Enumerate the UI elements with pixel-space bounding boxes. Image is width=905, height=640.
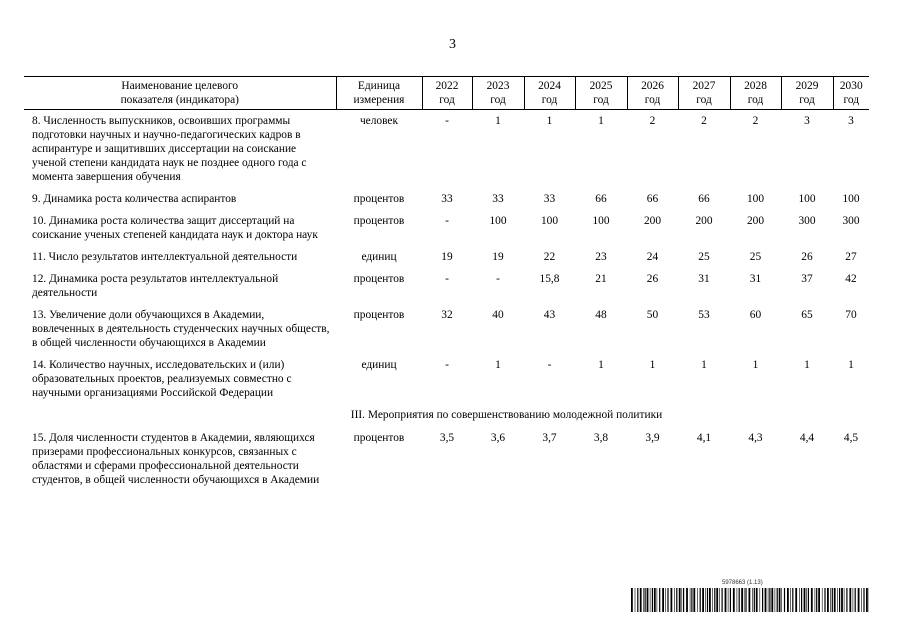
barcode-bar <box>834 588 836 612</box>
indicator-value: 27 <box>845 251 857 263</box>
indicator-value: 66 <box>698 193 710 205</box>
barcode-bar <box>674 588 675 612</box>
indicator-value: 200 <box>746 215 765 227</box>
indicator-value: 2 <box>701 115 707 127</box>
indicator-value: 2 <box>752 115 759 127</box>
barcode-bar <box>690 588 691 612</box>
indicator-value: 31 <box>749 273 762 285</box>
barcode-bar <box>779 588 781 612</box>
indicator-value: 48 <box>595 309 607 321</box>
barcode-bar <box>728 588 729 612</box>
barcode-bar <box>760 588 761 612</box>
header-year-2029: 2029 год <box>781 77 833 110</box>
indicator-value: 70 <box>845 309 857 321</box>
indicator-value: 300 <box>842 215 860 227</box>
indicator-value: 3,8 <box>593 432 609 444</box>
barcode-bar <box>722 588 723 612</box>
barcode-bar <box>647 588 649 612</box>
barcode-bar <box>765 588 767 612</box>
barcode-bar <box>691 588 692 612</box>
indicator-unit: процентов <box>353 432 405 444</box>
indicator-value: 200 <box>695 215 713 227</box>
barcode-bar <box>839 588 840 612</box>
barcode-bar <box>841 588 843 612</box>
indicator-name: 8. Численность выпускников, освоивших программы подготовки научных и научно-педагогических кадров в аспирантуре и защитивших диссертации на соискание ученой степени кандидата наук не позднее одного года с момента завершения обучения <box>32 115 307 183</box>
indicator-value: 100 <box>842 193 860 205</box>
indicator-unit: процентов <box>353 309 405 321</box>
indicator-value: 37 <box>801 273 813 285</box>
barcode-bar <box>645 588 646 612</box>
barcode-bar <box>716 588 718 612</box>
indicator-value: 1 <box>804 359 810 371</box>
indicator-name: 13. Увеличение доли обучающихся в Академии, вовлеченных в деятельность студенческих научных обществ, в общей численности обучающихся в Академии <box>32 309 330 349</box>
indicator-value: 21 <box>595 273 607 285</box>
barcode-bar <box>832 588 833 612</box>
indicator-value: 200 <box>643 215 662 227</box>
indicator-name: 12. Динамика роста результатов интеллектуальной деятельности <box>32 273 279 299</box>
table-row <box>24 431 869 495</box>
table-row <box>24 272 869 308</box>
barcode-bar <box>719 588 720 612</box>
table-header-row <box>24 77 869 110</box>
barcode-image <box>631 588 869 612</box>
header-year-2023: 2023 год <box>472 77 524 110</box>
barcode-bar <box>844 588 845 612</box>
barcode-bar <box>700 588 701 612</box>
barcode-bar <box>769 588 770 612</box>
barcode-bar <box>635 588 636 612</box>
indicator-value: 32 <box>441 309 453 321</box>
barcode-bar <box>863 588 864 612</box>
barcode-bar <box>693 588 695 612</box>
barcode-bar <box>777 588 778 612</box>
indicator-value: 60 <box>749 309 762 321</box>
barcode-bar <box>683 588 684 612</box>
barcode-bar <box>795 588 797 612</box>
indicator-value: 1 <box>701 359 707 371</box>
indicator-name: 14. Количество научных, исследовательских и (или) образовательных проектов, реализуемых совместно с научными организациями Российской Федерации <box>32 359 292 399</box>
indicator-name: 9. Динамика роста количества аспирантов <box>32 193 237 205</box>
indicator-value: 33 <box>441 193 453 205</box>
barcode-bar <box>709 588 711 612</box>
indicator-value: - <box>445 115 449 127</box>
barcode-bar <box>697 588 698 612</box>
indicator-value: 4,5 <box>843 432 859 444</box>
indicators-table <box>24 76 869 495</box>
indicator-value: 31 <box>698 273 710 285</box>
indicator-value: 3,6 <box>490 432 506 444</box>
barcode-bar <box>686 588 688 612</box>
barcode-bar <box>771 588 773 612</box>
barcode-bar <box>822 588 823 612</box>
barcode-bar <box>837 588 838 612</box>
table-row <box>24 192 869 214</box>
barcode-bar <box>749 588 751 612</box>
barcode-bar <box>784 588 785 612</box>
barcode-bar <box>643 588 644 612</box>
indicator-value: 3 <box>804 115 810 127</box>
indicator-value: 100 <box>489 215 507 227</box>
indicator-value: 26 <box>801 251 813 263</box>
header-year-2024: 2024 год <box>524 77 575 110</box>
barcode-bar <box>861 588 862 612</box>
barcode-bar <box>792 588 793 612</box>
indicator-value: 3 <box>848 115 854 127</box>
barcode-bar <box>818 588 820 612</box>
barcode-bar <box>652 588 653 612</box>
barcode-bar <box>790 588 791 612</box>
indicator-value: 25 <box>749 251 762 263</box>
barcode-bar <box>745 588 746 612</box>
indicator-unit: процентов <box>353 273 405 285</box>
indicator-value: - <box>445 215 449 227</box>
barcode-bar <box>667 588 668 612</box>
barcode-label: 5978663 (1.13) <box>722 580 763 586</box>
indicator-value: 1 <box>598 115 604 127</box>
indicator-value: 66 <box>595 193 607 205</box>
indicator-value: 1 <box>649 359 656 371</box>
indicators-group-a <box>24 110 869 409</box>
indicator-value: 1 <box>495 115 501 127</box>
table-row <box>24 110 869 193</box>
indicator-value: 3,9 <box>645 432 660 444</box>
barcode-bar <box>858 588 860 612</box>
section-row <box>24 408 869 431</box>
indicator-value: 53 <box>698 309 710 321</box>
indicator-unit: процентов <box>353 215 405 227</box>
header-year-2026: 2026 год <box>627 77 678 110</box>
barcode-bar <box>702 588 704 612</box>
indicator-value: 26 <box>646 273 659 285</box>
indicator-value: 15,8 <box>539 273 560 285</box>
barcode-bar <box>657 588 658 612</box>
header-year-2022: 2022 год <box>422 77 472 110</box>
indicator-value: 33 <box>492 193 504 205</box>
barcode-bar <box>705 588 706 612</box>
indicator-value: 1 <box>848 359 854 371</box>
table-row <box>24 250 869 272</box>
indicator-name: 10. Динамика роста количества защит диссертаций на соискание ученых степеней кандидата наук и доктора наук <box>32 215 318 241</box>
header-year-2027: 2027 год <box>678 77 730 110</box>
barcode-bar <box>640 588 642 612</box>
barcode-bar <box>707 588 708 612</box>
indicator-value: 1 <box>546 115 553 127</box>
barcode-bar <box>752 588 753 612</box>
indicator-value: 3,5 <box>439 432 455 444</box>
indicator-value: 23 <box>595 251 607 263</box>
barcode-bar <box>824 588 825 612</box>
header-year-2030: 2030 год <box>833 77 869 110</box>
barcode-bar <box>853 588 854 612</box>
barcode-bar <box>744 588 745 612</box>
barcode-bar <box>730 588 731 612</box>
barcode-bar <box>714 588 715 612</box>
indicator-value: 19 <box>441 251 453 263</box>
barcode-bar <box>754 588 755 612</box>
barcode-bar <box>671 588 673 612</box>
barcode-bar <box>806 588 807 612</box>
table-row <box>24 308 869 358</box>
indicator-value: 4,4 <box>799 432 815 444</box>
indicator-name: 11. Число результатов интеллектуальной деятельности <box>32 251 298 263</box>
indicator-value: 40 <box>492 309 504 321</box>
indicator-unit: единиц <box>361 251 397 263</box>
barcode-bar <box>808 588 809 612</box>
table-row <box>24 214 869 250</box>
barcode-bar <box>799 588 800 612</box>
barcode-bar <box>637 588 638 612</box>
barcode-bar <box>679 588 681 612</box>
barcode-bar <box>811 588 813 612</box>
indicator-value: 100 <box>592 215 610 227</box>
indicator-value: - <box>445 273 449 285</box>
indicator-unit: единиц <box>361 359 397 371</box>
header-year-2025: 2025 год <box>575 77 627 110</box>
barcode-bar <box>855 588 856 612</box>
barcode-bar <box>733 588 735 612</box>
barcode-bar <box>654 588 656 612</box>
indicator-value: 1 <box>598 359 604 371</box>
indicator-value: 66 <box>646 193 659 205</box>
indicator-value: 1 <box>752 359 759 371</box>
barcode-bar <box>756 588 758 612</box>
table-row <box>24 358 869 408</box>
section-block <box>24 408 869 431</box>
barcode-bar <box>659 588 660 612</box>
barcode-bar <box>804 588 806 612</box>
indicator-value: 42 <box>845 273 857 285</box>
indicator-name: 15. Доля численности студентов в Академии, являющихся призерами профессиональных конкурсов, связанных с областями и сферами профессиональной деятельности студентов, в общей численности обучающихся в Академии <box>32 432 320 486</box>
indicator-value: 24 <box>646 251 659 263</box>
header-unit: Единица измерения <box>336 77 422 110</box>
barcode-bar <box>830 588 831 612</box>
indicator-value: 25 <box>698 251 710 263</box>
indicator-value: 1 <box>495 359 501 371</box>
indicator-value: 3,7 <box>542 432 557 444</box>
barcode-bar <box>775 588 776 612</box>
barcode-bar <box>650 588 651 612</box>
barcode-bar <box>801 588 802 612</box>
indicator-value: 22 <box>543 251 556 263</box>
barcode-bar <box>781 588 782 612</box>
barcode-bar <box>712 588 713 612</box>
barcode-bar <box>676 588 677 612</box>
barcode-bar <box>827 588 829 612</box>
barcode-bar <box>762 588 763 612</box>
barcode-bar <box>815 588 816 612</box>
indicator-value: 50 <box>646 309 659 321</box>
page-number: 3 <box>449 37 456 52</box>
barcode-bar <box>787 588 789 612</box>
indicator-value: 43 <box>543 309 556 321</box>
indicator-value: 65 <box>801 309 813 321</box>
indicators-group-b <box>24 431 869 495</box>
indicator-value: 2 <box>649 115 656 127</box>
barcode-bar <box>737 588 738 612</box>
indicator-value: - <box>547 359 552 371</box>
indicator-value: - <box>496 273 500 285</box>
indicator-value: - <box>445 359 449 371</box>
indicator-unit: процентов <box>353 193 405 205</box>
barcode-bar <box>725 588 727 612</box>
indicator-value: 100 <box>540 215 559 227</box>
barcode-bar <box>741 588 743 612</box>
indicator-unit: человек <box>359 115 399 127</box>
barcode-bar <box>739 588 740 612</box>
barcode-bar <box>631 588 633 612</box>
indicator-value: 4,1 <box>696 432 712 444</box>
barcode-bar <box>849 588 851 612</box>
barcode-bar <box>816 588 817 612</box>
barcode-bar <box>768 588 769 612</box>
indicator-value: 100 <box>798 193 816 205</box>
barcode-bar <box>665 588 666 612</box>
barcode-bar <box>662 588 664 612</box>
indicator-value: 33 <box>543 193 556 205</box>
barcode-bar <box>866 588 868 612</box>
section-title: III. Мероприятия по совершенствованию молодежной политики <box>350 409 663 421</box>
barcode-bar <box>846 588 847 612</box>
header-indicator-name: Наименование целевого показателя (индикатора) <box>24 77 336 110</box>
header-year-2028: 2028 год <box>730 77 781 110</box>
indicator-value: 4,3 <box>748 432 763 444</box>
indicator-value: 19 <box>492 251 504 263</box>
barcode-bar <box>682 588 683 612</box>
indicator-value: 100 <box>746 193 765 205</box>
indicator-value: 300 <box>798 215 816 227</box>
